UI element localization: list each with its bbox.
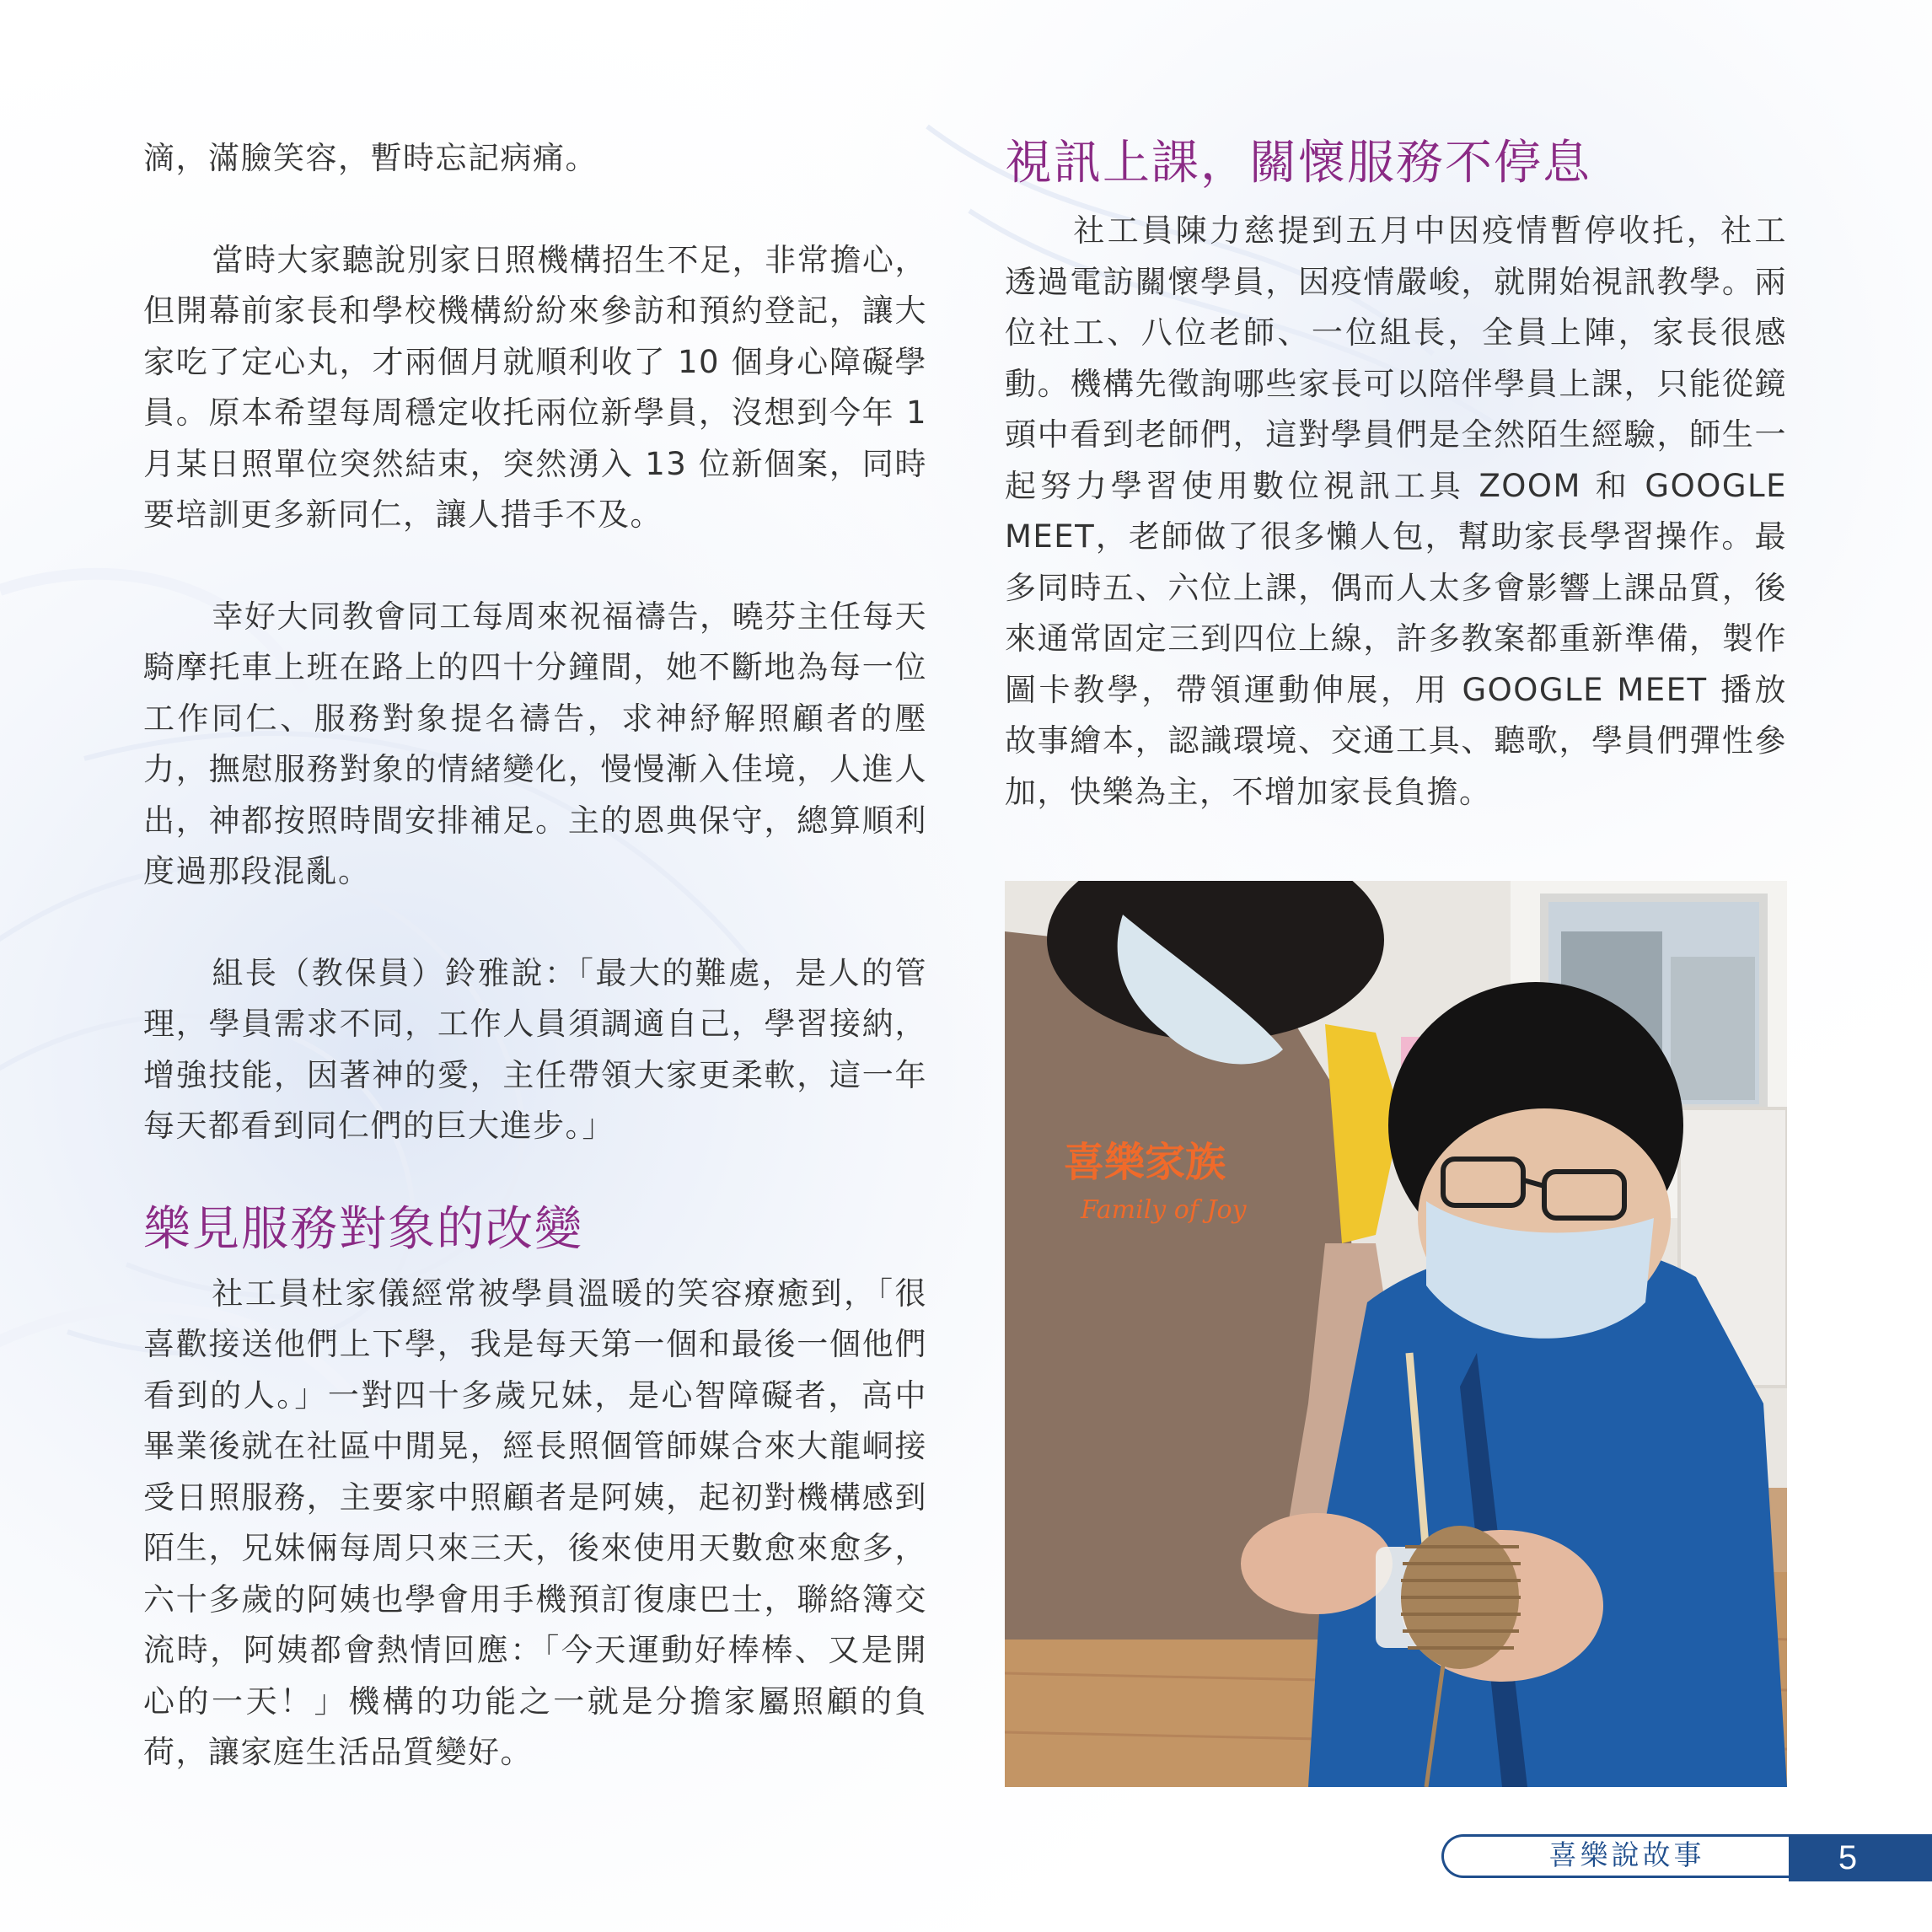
apron-logo-subtext: Family of Joy bbox=[1081, 1195, 1247, 1225]
left-column bbox=[143, 133, 927, 1779]
left-paragraph-2: 當時大家聽說別家日照機構招生不足，非常擔心，但開幕前家長和學校機構紛紛來參訪和預約登記，讓大家吃了定心丸，才兩個月就順利收了 10 個身心障礙學員。原本希望每周穩定收托兩位新學員，沒想到今年 1 月某日照單位突然結束，突然湧入 13 位新個案，同時要培訓更多新同仁，讓人措手不及。 bbox=[143, 241, 927, 533]
right-column bbox=[1005, 133, 1787, 818]
section-heading-video-class: 視訊上課，關懷服務不停息 bbox=[1005, 136, 1591, 191]
paragraph-gap bbox=[143, 898, 927, 948]
left-paragraph-1: 滴，滿臉笑容，暫時忘記病痛。 bbox=[143, 140, 598, 176]
left-paragraph-3: 幸好大同教會同工每周來祝福禱告，曉芬主任每天騎摩托車上班在路上的四十分鐘間，她不斷地為每一位工作同仁、服務對象提名禱告，求神紓解照顧者的壓力，撫慰服務對象的情緒變化，慢慢漸入佳境，人進人出，神都按照時間安排補足。主的恩典保守，總算順利度過那段混亂。 bbox=[143, 598, 927, 889]
section-heading-change: 樂見服務對象的改變 bbox=[143, 1201, 583, 1257]
paragraph-gap bbox=[143, 541, 927, 592]
right-paragraph-1: 社工員陳力慈提到五月中因疫情暫停收托，社工透過電訪關懷學員，因疫情嚴峻，就開始視訊教學。兩位社工、八位老師、一位組長，全員上陣，家長很感動。機構先徵詢哪些家長可以陪伴學員上課，只能從鏡頭中看到老師們，這對學員們是全然陌生經驗，師生一起努力學習使用數位視訊工具 ZOOM 和 GOOGLE MEET，老師做了很多懶人包，幫助家長學習操作。最多同時五、六位上課，偶而人太多會影響上課品質，後來通常固定三到四位上線，許多教案都重新準備，製作圖卡教學，帶領運動伸展，用 GOOGLE MEET 播放故事繪本，認識環境、交通工具、聽歌，學員們彈性參加，快樂為主，不增加家長負擔。 bbox=[1005, 212, 1787, 810]
footer-section-title: 喜樂說故事 bbox=[1548, 1838, 1705, 1871]
page-footer bbox=[1441, 1834, 1932, 1881]
photo-illustration bbox=[1005, 881, 1787, 1787]
apron-logo-text: 喜樂家族 bbox=[1064, 1139, 1226, 1186]
left-paragraph-5: 社工員杜家儀經常被學員溫暖的笑容療癒到，「很喜歡接送他們上下學，我是每天第一個和最後一個他們看到的人。」一對四十多歲兄妹，是心智障礙者，高中畢業後就在社區中閒晃，經長照個管師媒合來大龍峒接受日照服務，主要家中照顧者是阿姨，起初對機構感到陌生，兄妹倆每周只來三天，後來使用天數愈來愈多，六十多歲的阿姨也學會用手機預訂復康巴士，聯絡簿交流時，阿姨都會熱情回應：「今天運動好棒棒、又是開心的一天！」機構的功能之一就是分擔家屬照顧的負荷，讓家庭生活品質變好。 bbox=[143, 1275, 927, 1770]
photo-craft-activity bbox=[1005, 881, 1787, 1787]
paragraph-gap bbox=[143, 185, 927, 235]
left-paragraph-4: 組長（教保員）鈴雅說：「最大的難處，是人的管理，學員需求不同，工作人員須調適自己，學習接納，增強技能，因著神的愛，主任帶領大家更柔軟，這一年每天都看到同仁們的巨大進步。」 bbox=[143, 954, 927, 1144]
page-number: 5 bbox=[1789, 1834, 1932, 1881]
